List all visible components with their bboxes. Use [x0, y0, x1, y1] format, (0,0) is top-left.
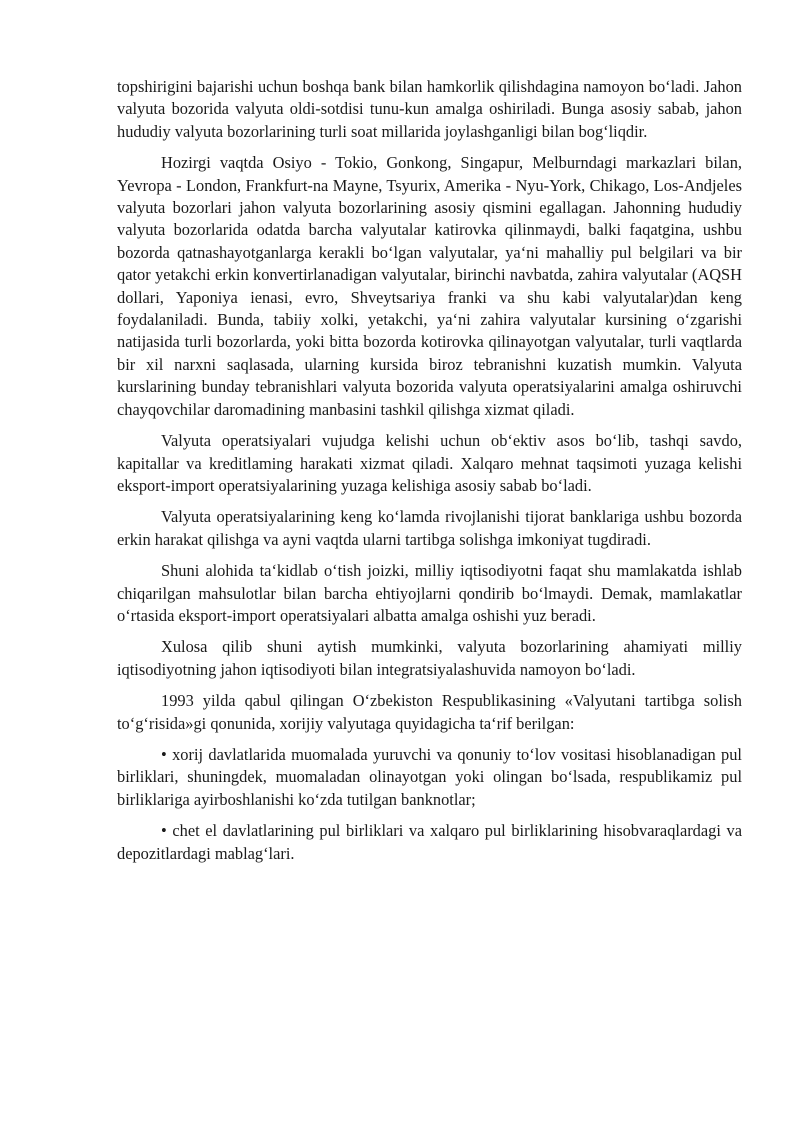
bullet-item-account-funds: • chet el davlatlarining pul birliklari va xalqaro pul birliklarining hisobvaraqlardagi va depozitlardagi mablag‘lari.: [117, 821, 742, 863]
document-page: [117, 76, 742, 874]
paragraph-continuation: topshirigini bajarishi uchun boshqa bank bilan hamkorlik qilishdagina namoyon bo‘ladi. Jahon valyuta bozorida valyuta oldi-sotdisi tunu-kun amalga oshiriladi. Bunga asosiy sabab, jahon hududiy valyuta bozorlarining turli soat millarida joylashganligi bilan bog‘liqdir.: [117, 77, 742, 141]
paragraph-operations-development: Valyuta operatsiyalarining keng ko‘lamda rivojlanishi tijorat banklariga ushbu bozorda erkin harakat qilishga va ayni vaqtda ularni tartibga solishga imkoniyat tugdiradi.: [117, 507, 742, 549]
paragraph-operations-basis: Valyuta operatsiyalari vujudga kelishi uchun ob‘ektiv asos bo‘lib, tashqi savdo, kapitallar va kreditlaming harakati xizmat qiladi. Xalqaro mehnat taqsimoti yuzaga kelishi eksport-import operatsiyalarining yuzaga kelishiga asosiy sabab bo‘ladi.: [117, 431, 742, 495]
paragraph-conclusion: Xulosa qilib shuni aytish mumkinki, valyuta bozorlarining ahamiyati milliy iqtisodiyotning jahon iqtisodiyoti bilan integratsiyalashuvida namoyon bo‘ladi.: [117, 637, 742, 679]
bullet-item-foreign-currency: • xorij davlatlarida muomalada yuruvchi va qonuniy to‘lov vositasi hisoblanadigan pul birliklari, shuningdek, muomaladan olinayotgan yoki olingan bo‘lsada, respublikamiz pul birliklariga ayirboshlanishi ko‘zda tutilgan banknotlar;: [117, 744, 742, 809]
paragraph-regional-markets: Hozirgi vaqtda Osiyo - Tokio, Gonkong, Singapur, Melburndagi markazlari bilan, Yevropa - London, Frankfurt-na Mayne, Tsyurix, Amerika - Nyu-York, Chikago, Los-Andjeles valyuta bozorlari jahon valyuta bozorlarining asosiy qismini egallagan. Jahonning hududiy valyuta bozorlarida odatda barcha valyutalar katirovka qilinmaydi, balki faqatgina, ushbu bozorda qatnashayotganlarga kerakli bo‘lgan valyutalar, ya‘ni mahalliy pul belgilari va bir qator yetakchi erkin konvertirlanadigan valyutalar, birinchi navbatda, zahira valyutalar (AQSH dollari, Yaponiya ienasi, evro, Shveytsariya franki va shu kabi valyutalar)dan keng foydalaniladi. Bunda, tabiiy xolki, yetakchi, ya‘ni zahira valyutalar kursining o‘zgarishi natijasida turli bozorlarda, yoki bitta bozorda kotirovka qilinayotgan valyutalar, turli vaqtlarda bir xil narxni saqlasada, ularning kursida biroz tebranishni kuzatish mumkin. Valyuta kurslarining bunday tebranishlari valyuta bozorida valyuta operatsiyalarini amalga oshiruvchi chayqovchilar daromadining manbasini tashkil qilishga xizmat qiladi.: [117, 153, 742, 419]
paragraph-law-definition: 1993 yilda qabul qilingan O‘zbekiston Respublikasining «Valyutani tartibga solish to‘g‘risida»gi qonunida, xorijiy valyutaga quyidagicha ta‘rif berilgan:: [117, 691, 742, 733]
paragraph-national-economy: Shuni alohida ta‘kidlab o‘tish joizki, milliy iqtisodiyotni faqat shu mamlakatda ishlab chiqarilgan mahsulotlar bilan barcha ehtiyojlarni qondirib bo‘lmaydi. Demak, mamlakatlar o‘rtasida eksport-import operatsiyalari albatta amalga oshishi yuz beradi.: [117, 561, 742, 625]
